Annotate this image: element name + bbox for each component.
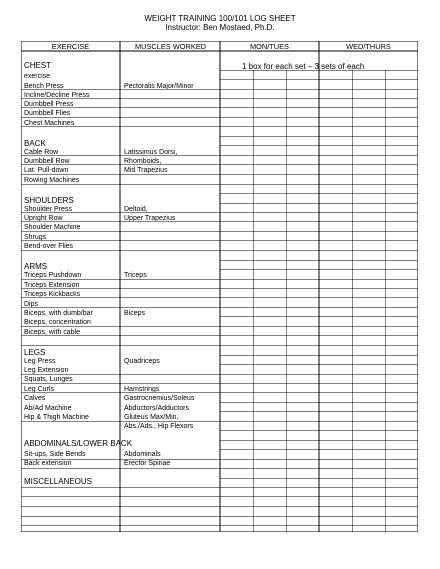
muscles-hip-flexors: Abs./Ads., Hip Flexors [124, 423, 194, 430]
exercise-row: Rowing Machines [24, 177, 80, 184]
exercise-row: Lat. Pull-down [24, 167, 69, 174]
exercise-row: Leg Curls [24, 386, 54, 393]
muscles-quadriceps: Quadriceps [124, 358, 160, 365]
muscles-back: Rhomboids, [124, 158, 162, 165]
muscles-chest: Pectoralis Major/Minor [124, 83, 194, 90]
section-miscellaneous: MISCELLANEOUS [24, 477, 93, 486]
muscles-gluteus: Gluteus Max/Min, [124, 414, 179, 421]
exercise-row: Shoulder Press [24, 206, 72, 213]
exercise-row: Hip & Thigh Machine [24, 414, 89, 421]
muscles-calves: Gastrocnemius/Soleus [124, 395, 195, 402]
exercise-row: Biceps, with cable [24, 329, 81, 336]
exercise-row: Dips [24, 301, 39, 308]
muscles-erector: Erector Spinae [124, 460, 171, 467]
exercise-row: Shoulder Machine [24, 224, 81, 231]
exercise-row: Leg Extension [24, 367, 69, 374]
header-mon-tues: MON/TUES [249, 42, 289, 51]
section-arms: ARMS [24, 262, 48, 271]
muscles-biceps: Biceps [124, 310, 146, 317]
exercise-row: Dumbbell Row [24, 158, 70, 165]
exercise-row: Triceps Pushdown [24, 272, 82, 279]
exercise-row: Cable Row [24, 149, 59, 156]
exercise-row: Ab/Ad Machine [24, 405, 72, 412]
exercise-row: Chest Machines [24, 120, 75, 127]
exercise-row: Back extension [24, 460, 72, 467]
header-exercise: EXERCISE [51, 42, 90, 51]
muscles-abductors: Abductors/Adductors [124, 405, 189, 412]
muscles-back: Latissimus Dorsi, [124, 149, 178, 156]
exercise-row: Leg Press [24, 358, 56, 365]
exercise-row: Dumbbell Press [24, 101, 74, 108]
muscles-back: Mid Trapezius [124, 167, 168, 174]
muscles-abdominals: Abdominals [124, 451, 161, 458]
section-back: BACK [24, 139, 46, 148]
sheet-title: WEIGHT TRAINING 100/101 LOG SHEET [144, 14, 296, 23]
exercise-row: Shrugs [24, 234, 47, 241]
section-abdominals: ABDOMINALS/LOWER BACK [24, 439, 133, 448]
exercise-row: Bend-over Flies [24, 243, 74, 250]
header-wed-thurs: WED/THURS [346, 42, 391, 51]
exercise-row: Calves [24, 395, 46, 402]
exercise-row: Bench Press [24, 83, 64, 90]
muscles-shoulders: Deltoid, [124, 206, 148, 213]
exercise-row: Squats, Lunges [24, 376, 73, 383]
chest-subheading: exercise [24, 73, 51, 80]
log-grid [21, 41, 418, 532]
exercise-row: Biceps, concentration [24, 319, 91, 326]
muscles-triceps: Triceps [124, 272, 147, 279]
instructor-line: Instructor: Ben Mostaed, Ph.D. [165, 23, 275, 32]
exercise-row: Incline/Decline Press [24, 92, 90, 99]
exercise-row: Biceps, with dumb/bar [24, 310, 93, 317]
muscles-hamstrings: Hamstrings [124, 386, 160, 393]
exercise-row: Triceps Extension [24, 282, 80, 289]
section-chest: CHEST [24, 61, 52, 70]
exercise-row: Sit-ups, Side Bends [24, 451, 86, 458]
exercise-row: Dumbbell Flies [24, 110, 71, 117]
sets-note: 1 box for each set – 3 sets of each [242, 62, 365, 71]
header-muscles-worked: MUSCLES WORKED [134, 42, 207, 51]
muscles-shoulders: Upper Trapezius [124, 215, 176, 222]
section-shoulders: SHOULDERS [24, 196, 74, 205]
section-legs: LEGS [24, 348, 46, 357]
exercise-row: Upright Row [24, 215, 63, 222]
exercise-row: Triceps Kickbacks [24, 291, 81, 298]
